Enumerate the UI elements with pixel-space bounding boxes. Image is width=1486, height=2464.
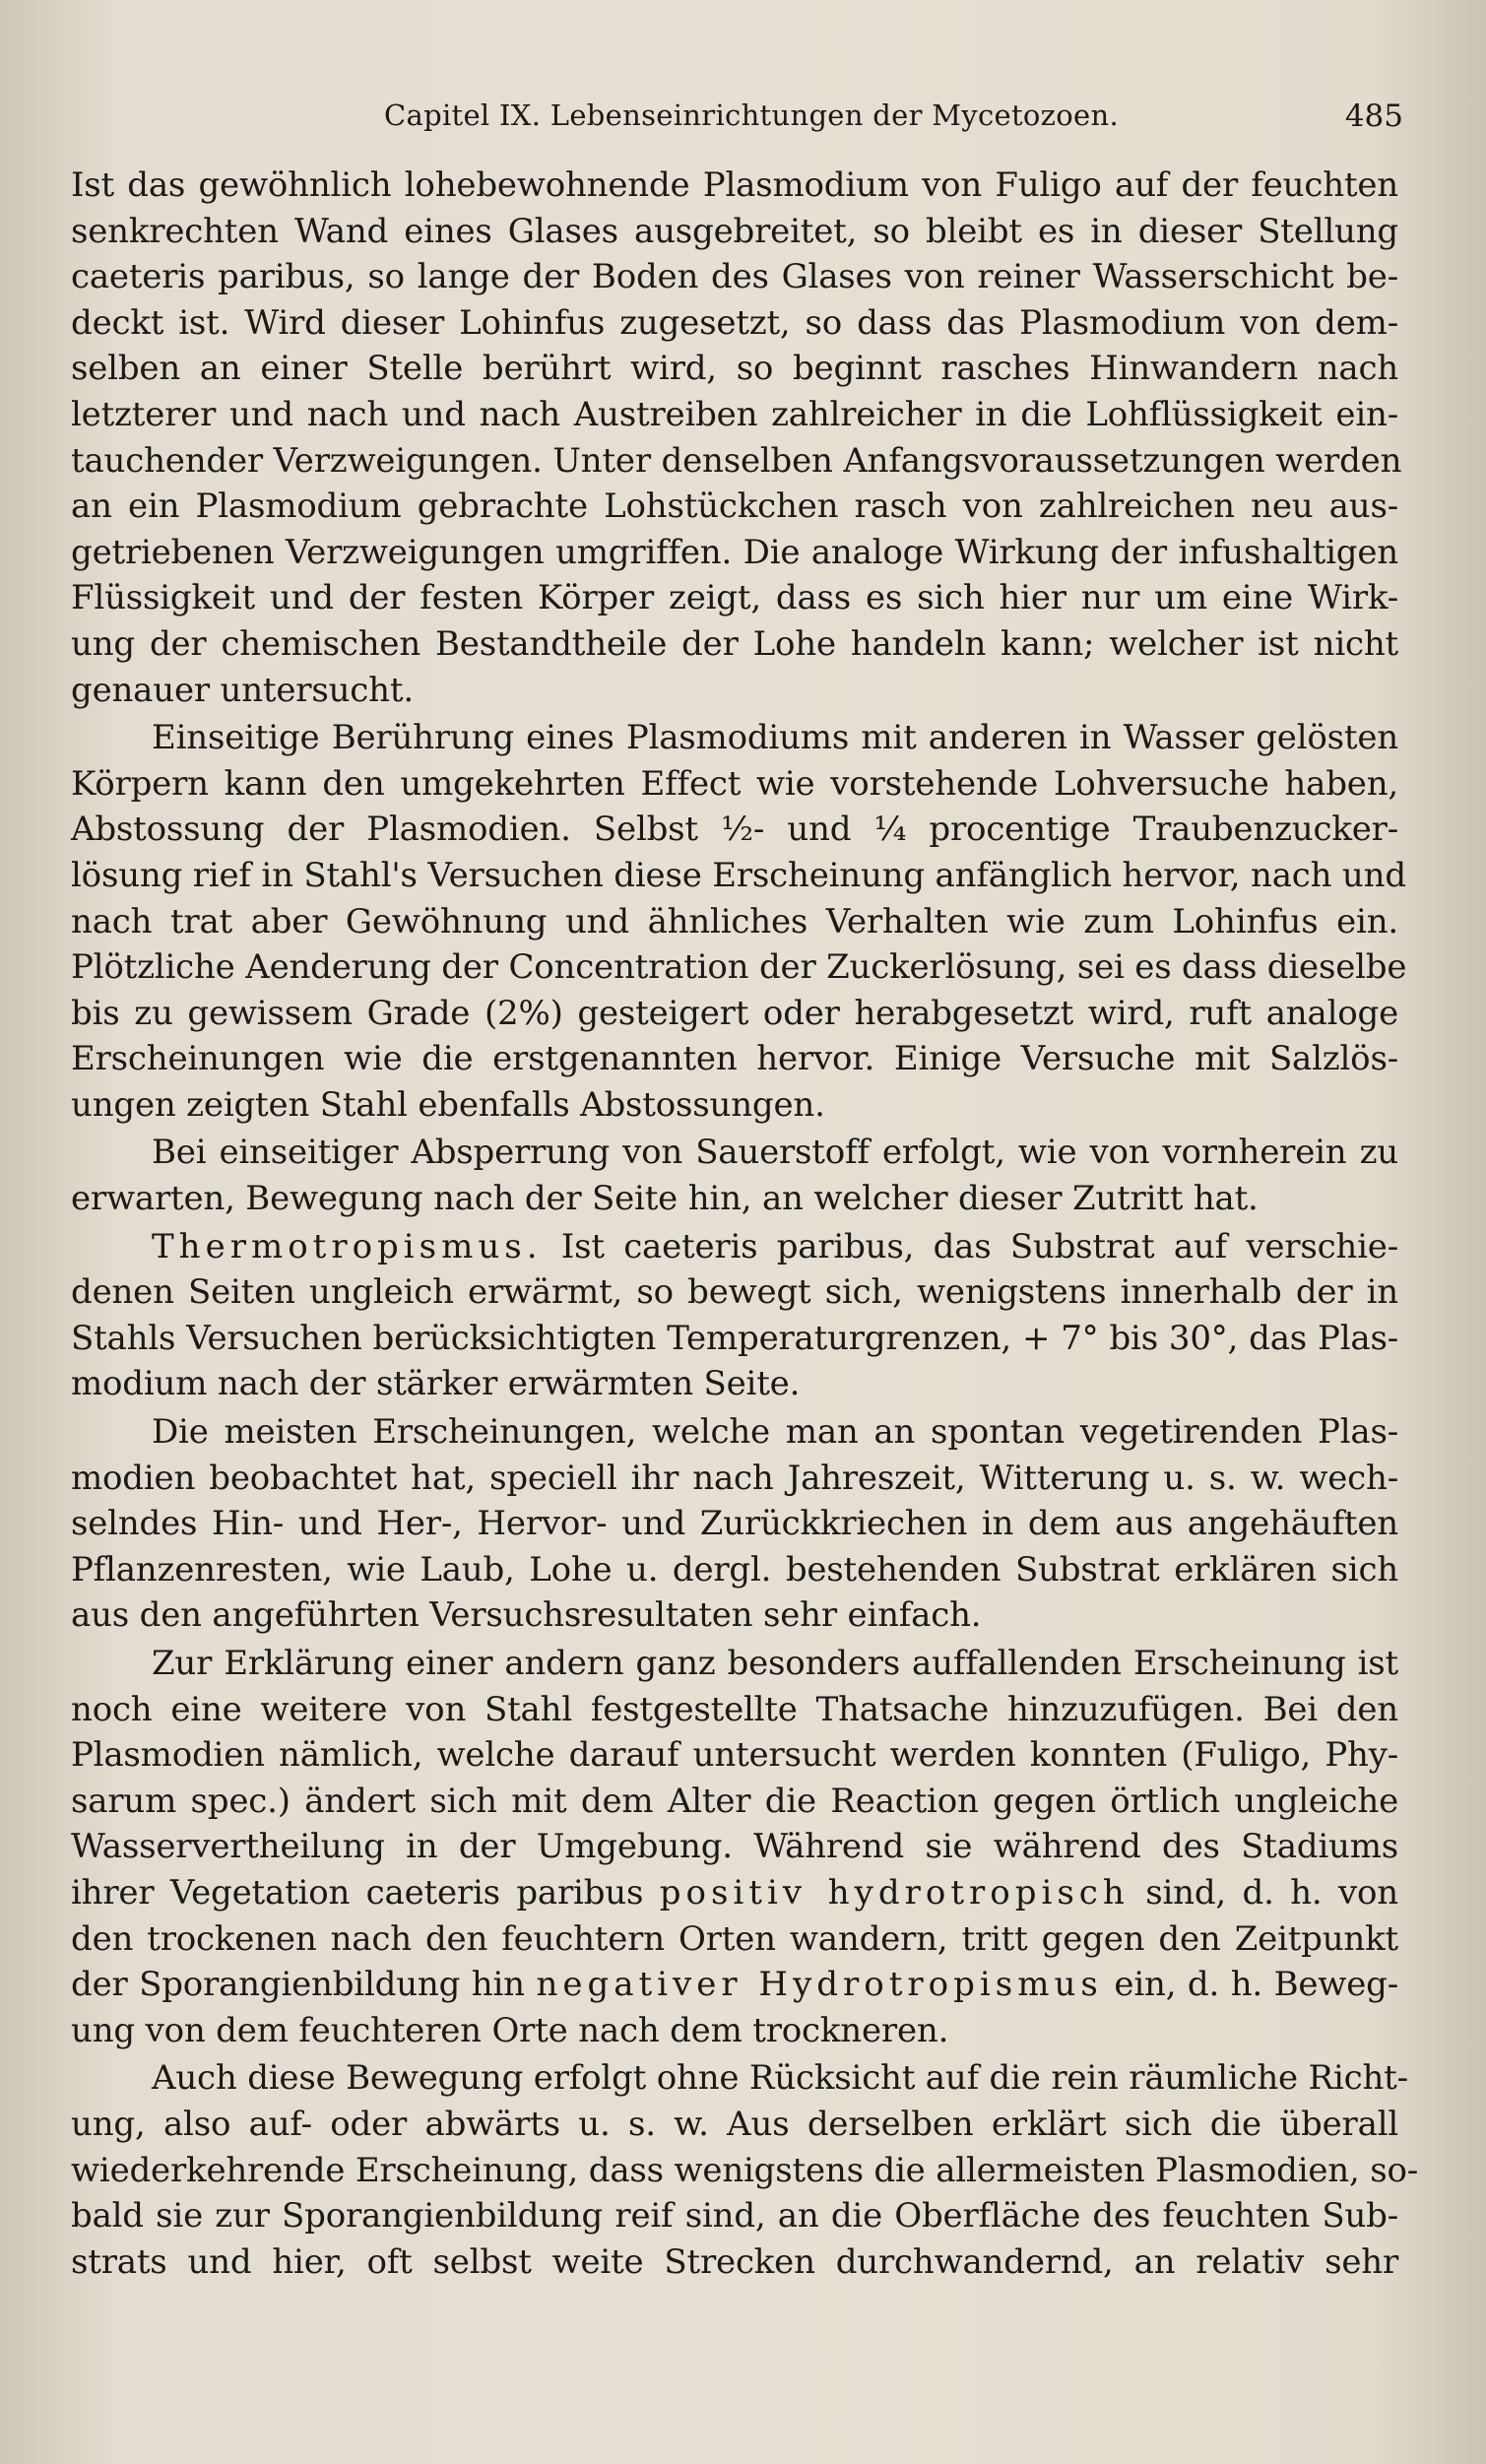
emphasis-spaced: negativer Hydrotropismus xyxy=(536,1965,1103,2005)
emphasis-spaced: positiv hydrotropisch xyxy=(659,1872,1130,1913)
text-line: wiederkehrende Erscheinung, dass wenigstens die allermeisten Plasmodien, so- xyxy=(71,2150,1419,2190)
text-line: Stahls Versuchen berücksichtigten Temperaturgrenzen, + 7° bis 30°, das Plas- xyxy=(71,1318,1398,1358)
text-line: Ist das gewöhnlich lohebewohnende Plasmodium von Fuligo auf der feuchten xyxy=(71,165,1398,205)
text-line: an ein Plasmodium gebrachte Lohstückchen rasch von zahlreichen neu aus- xyxy=(71,486,1398,527)
text-line: Bei einseitiger Absperrung von Sauerstoff erfolgt, wie von vornherein zu xyxy=(152,1133,1398,1173)
text-line: modium nach der stärker erwärmten Seite. xyxy=(71,1364,801,1404)
text-line xyxy=(71,1870,1398,1916)
text-line: getriebenen Verzweigungen umgriffen. Die analoge Wirkung der infushaltigen xyxy=(71,532,1398,572)
paragraph xyxy=(71,162,1402,713)
text-line: strats und hier, oft selbst weite Strecken durchwandernd, an relativ sehr xyxy=(71,2241,1398,2282)
text-run: ihrer Vegetation caeteris paribus xyxy=(71,1872,660,1913)
section-lead: Thermotropismus. xyxy=(152,1226,543,1266)
text-line: ung der chemischen Bestandtheile der Lohe handeln kann; welcher ist nicht xyxy=(71,623,1398,664)
text-line: Zur Erklärung einer andern ganz besonders auffallenden Erscheinung ist xyxy=(152,1644,1398,1683)
text-line: Auch diese Bewegung erfolgt ohne Rücksicht auf die rein räumliche Richt- xyxy=(152,2058,1408,2099)
body-text xyxy=(71,162,1419,2285)
text-line: Die meisten Erscheinungen, welche man an spontan vegetirenden Plas- xyxy=(152,1412,1398,1453)
text-line: tauchender Verzweigungen. Unter denselben Anfangsvoraussetzungen werden xyxy=(71,440,1402,481)
text-line: den trockenen nach den feuchtern Orten wandern, tritt gegen den Zeitpunkt xyxy=(71,1918,1398,1959)
text-line xyxy=(71,1962,1398,2008)
text-line: deckt ist. Wird dieser Lohinfus zugesetzt, so dass das Plasmodium von dem- xyxy=(71,302,1398,343)
text-line: ung von dem feuchteren Orte nach dem trockneren. xyxy=(71,2010,949,2050)
text-line: erwarten, Bewegung nach der Seite hin, an welcher dieser Zutritt hat. xyxy=(71,1179,1259,1219)
paragraph xyxy=(71,1641,1398,2053)
page-number: 485 xyxy=(1344,98,1403,134)
text-line: nach trat aber Gewöhnung und ähnliches Verhalten wie zum Lohinfus ein. xyxy=(71,901,1398,941)
text-line: aus den angeführten Versuchsresultaten sehr einfach. xyxy=(71,1595,982,1636)
running-title: Capitel IX. Lebenseinrichtungen der Mycetozoen. xyxy=(384,98,1119,132)
text-line: Erscheinungen wie die erstgenannten hervor. Einige Versuche mit Salzlös- xyxy=(71,1039,1398,1079)
text-line: Körpern kann den umgekehrten Effect wie vorstehende Lohversuche haben, xyxy=(71,763,1398,804)
text-run: der Sporangienbildung hin xyxy=(71,1965,537,2005)
text-line: Flüssigkeit und der festen Körper zeigt, dass es sich hier nur um eine Wirk- xyxy=(71,578,1398,618)
paragraph xyxy=(71,1130,1398,1221)
paragraph xyxy=(71,715,1407,1128)
text-line: caeteris paribus, so lange der Boden des Glases von reiner Wasserschicht be- xyxy=(71,257,1398,297)
text-line: denen Seiten ungleich erwärmt, so bewegt sich, wenigstens innerhalb der in xyxy=(71,1272,1398,1313)
paragraph xyxy=(71,1409,1398,1639)
text-line: senkrechten Wand eines Glases ausgebreitet, so bleibt es in dieser Stellung xyxy=(71,211,1398,251)
text-line: noch eine weitere von Stahl festgestellte Thatsache hinzuzufügen. Bei den xyxy=(71,1689,1398,1729)
running-head xyxy=(79,98,1403,142)
text-line: Abstossung der Plasmodien. Selbst ½- und ¼ procentige Traubenzucker- xyxy=(71,810,1398,850)
text-line: Pflanzenresten, wie Laub, Lohe u. dergl. bestehenden Substrat erklären sich xyxy=(71,1549,1398,1589)
text-line: Einseitige Berührung eines Plasmodiums mit anderen in Wasser gelösten xyxy=(152,718,1398,758)
text-line: bis zu gewissem Grade (2%) gesteigert oder herabgesetzt wird, ruft analoge xyxy=(71,993,1398,1033)
text-line: ungen zeigten Stahl ebenfalls Abstossungen. xyxy=(71,1084,825,1125)
paragraph xyxy=(71,2055,1419,2285)
text-run: ein, d. h. Beweg- xyxy=(1102,1965,1398,2005)
text-line: letzterer und nach und nach Austreiben zahlreicher in die Lohflüssigkeit ein- xyxy=(71,394,1398,434)
text-line: genauer untersucht. xyxy=(71,670,414,710)
text-line: modien beobachtet hat, speciell ihr nach Jahreszeit, Witterung u. s. w. wech- xyxy=(71,1458,1398,1498)
text-run: Ist caeteris paribus, das Substrat auf verschie- xyxy=(542,1226,1398,1266)
text-line: lösung rief in Stahl's Versuchen diese Erscheinung anfänglich hervor, nach und xyxy=(71,855,1406,895)
text-line: sarum spec.) ändert sich mit dem Alter die Reaction gegen örtlich ungleiche xyxy=(71,1781,1398,1821)
text-line: Wasservertheilung in der Umgebung. Während sie während des Stadiums xyxy=(71,1827,1398,1867)
paragraph xyxy=(71,1224,1398,1407)
text-line: Plasmodien nämlich, welche darauf untersucht werden konnten (Fuligo, Phy- xyxy=(71,1735,1398,1776)
text-line: selndes Hin- und Her-, Hervor- und Zurückkriechen in dem aus angehäuften xyxy=(71,1504,1398,1544)
text-line: bald sie zur Sporangienbildung reif sind, an die Oberfläche des feuchten Sub- xyxy=(71,2196,1398,2237)
text-line xyxy=(71,1224,1398,1270)
text-line: ung, also auf- oder abwärts u. s. w. Aus derselben erklärt sich die überall xyxy=(71,2104,1398,2144)
text-run: sind, d. h. von xyxy=(1129,1872,1398,1913)
text-line: Plötzliche Aenderung der Concentration der Zuckerlösung, sei es dass dieselbe xyxy=(71,947,1407,988)
text-line: selben an einer Stelle berührt wird, so beginnt rasches Hinwandern nach xyxy=(71,349,1398,389)
